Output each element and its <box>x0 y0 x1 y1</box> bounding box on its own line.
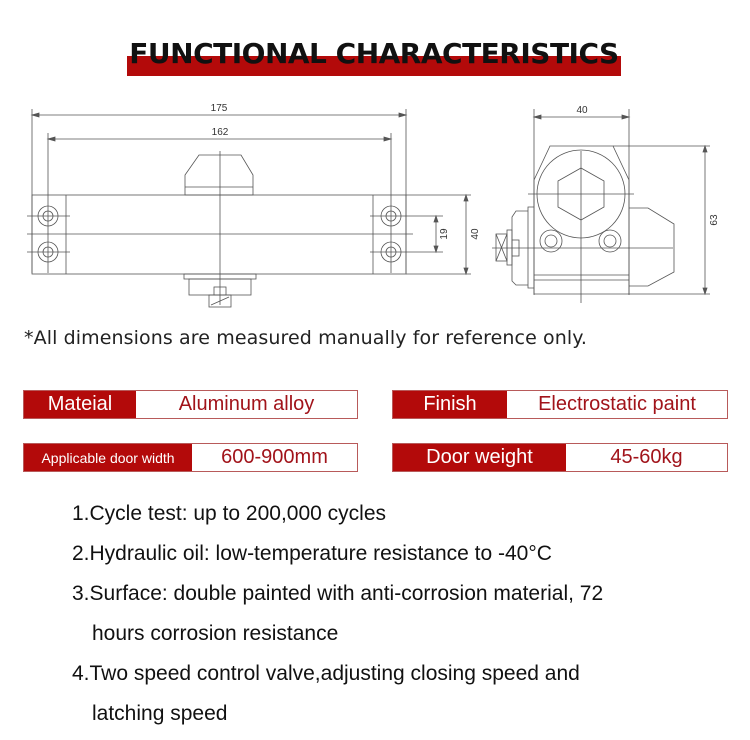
spec-label: Finish <box>393 391 507 418</box>
feature-text: 4.Two speed control valve,adjusting closing speed and <box>72 662 580 685</box>
feature-text: 3.Surface: double painted with anti-corrosion material, 72 <box>72 582 604 605</box>
spec-value: 45-60kg <box>566 444 727 471</box>
feature-item <box>72 494 712 534</box>
dimensions-note: *All dimensions are measured manually for reference only. <box>24 327 588 349</box>
spec-value: 600-900mm <box>192 444 357 471</box>
feature-text: 2.Hydraulic oil: low-temperature resistance to -40°C <box>72 542 552 565</box>
dim-40-width: 40 <box>576 105 588 116</box>
spec-door-width <box>23 443 358 472</box>
feature-item <box>72 534 712 574</box>
dim-162: 162 <box>211 127 229 138</box>
spec-label: Applicable door width <box>24 444 192 471</box>
dim-63: 63 <box>709 214 720 226</box>
spec-label: Door weight <box>393 444 566 471</box>
dim-19: 19 <box>439 228 450 240</box>
spec-value: Aluminum alloy <box>136 391 357 418</box>
feature-item <box>72 574 712 654</box>
spec-label: Mateial <box>24 391 136 418</box>
feature-text: 1.Cycle test: up to 200,000 cycles <box>72 502 387 525</box>
spec-material <box>23 390 358 419</box>
dim-40-height: 40 <box>470 228 481 240</box>
title-text: FUNCTIONAL CHARACTERISTICS <box>129 37 619 70</box>
spec-value: Electrostatic paint <box>507 391 727 418</box>
feature-item <box>72 654 712 734</box>
dim-175: 175 <box>210 103 228 114</box>
section-title <box>127 36 621 76</box>
feature-text-continued: hours corrosion resistance <box>92 622 339 645</box>
side-view-drawing <box>490 95 730 310</box>
spec-finish <box>392 390 728 419</box>
feature-list <box>72 494 712 734</box>
spec-door-weight <box>392 443 728 472</box>
front-view-drawing <box>15 95 485 310</box>
feature-text-continued: latching speed <box>92 702 228 725</box>
